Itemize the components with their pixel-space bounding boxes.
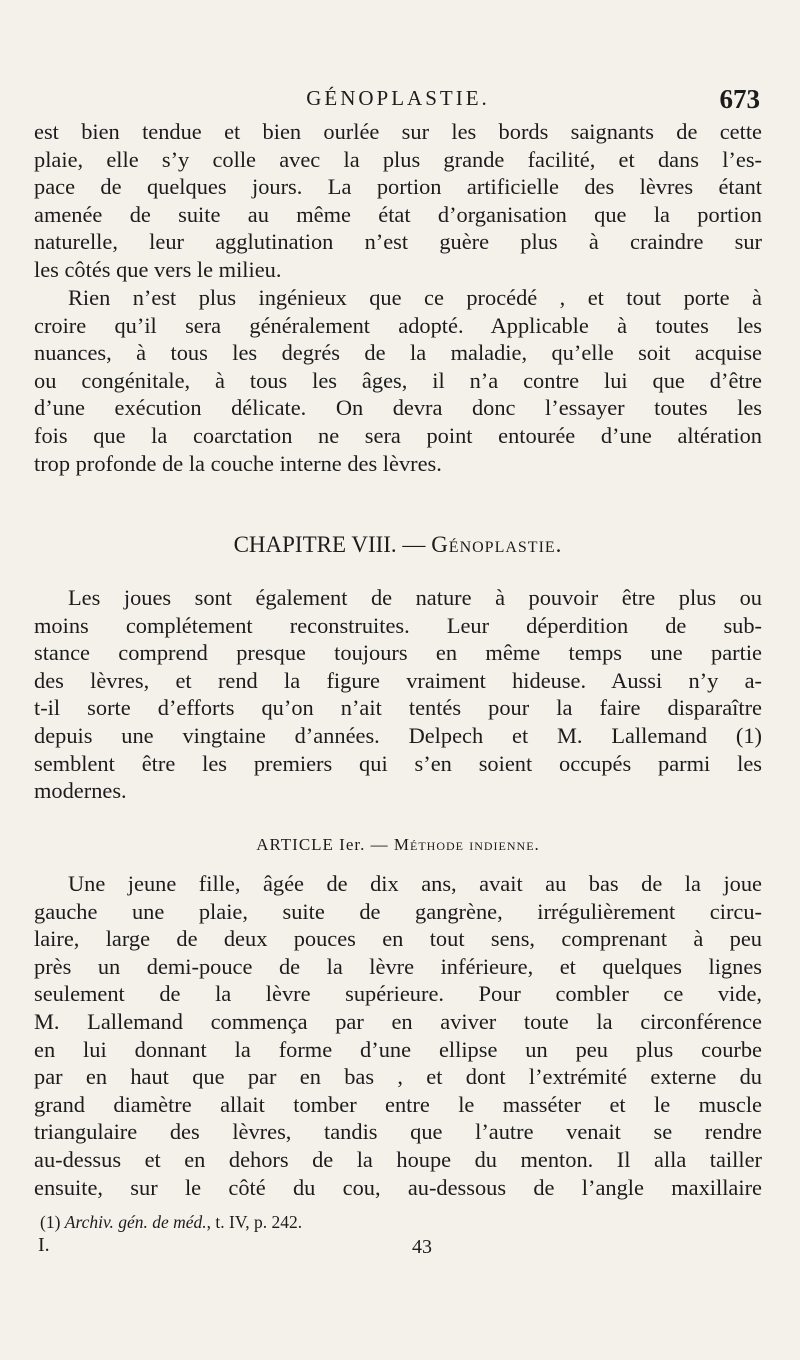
chapter-number: CHAPITRE VIII. — <box>233 532 426 557</box>
footnote-marker: (1) <box>40 1212 61 1232</box>
text-line: depuis une vingtaine d’années. Delpech et M. Lallemand (1) <box>34 722 762 748</box>
text-line: ou congénitale, à tous les âges, il n’a contre lui que d’être <box>34 367 762 393</box>
text-line: amenée de suite au même état d’organisation que la portion <box>34 201 762 227</box>
signature-sheet: 43 <box>412 1236 432 1258</box>
text-line: stance comprend presque toujours en même temps une partie <box>34 640 762 666</box>
text-line: près un demi-pouce de la lèvre inférieure, et quelques lignes <box>34 953 762 979</box>
chapter-heading <box>34 530 762 560</box>
text-line: seulement de la lèvre supérieure. Pour combler ce vide, <box>34 981 762 1007</box>
text-line: nuances, à tous les degrés de la maladie, qu’elle soit acquise <box>34 340 762 366</box>
text-line: M. Lallemand commença par en aviver toute la circonférence <box>34 1008 762 1034</box>
text-line: par en haut que par en bas , et dont l’extrémité externe du <box>34 1064 762 1090</box>
article-number: ARTICLE Ier. — <box>256 835 389 854</box>
text-line: Les joues sont également de nature à pouvoir être plus ou <box>68 585 762 610</box>
text-line: plaie, elle s’y colle avec la plus grande facilité, et dans l’es- <box>34 146 762 172</box>
paragraph-4 <box>34 870 762 1201</box>
text-line: est bien tendue et bien ourlée sur les bords saignants de cette <box>34 119 762 144</box>
text-line: naturelle, leur agglutination n’est guère plus à craindre sur <box>34 229 762 255</box>
text-line: ensuite, sur le côté du cou, au-dessous de l’angle maxillaire <box>34 1174 762 1200</box>
text-line: des lèvres, et rend la figure vraiment hideuse. Aussi n’y a- <box>34 667 762 693</box>
text-line: d’une exécution délicate. On devra donc l’essayer toutes les <box>34 395 762 421</box>
paragraph-2 <box>34 284 762 477</box>
text-line: triangulaire des lèvres, tandis que l’autre venait se rendre <box>34 1119 762 1145</box>
text-line: modernes. <box>34 778 127 804</box>
running-head <box>34 84 762 114</box>
paragraph-3 <box>34 584 762 805</box>
running-title: GÉNOPLASTIE. <box>306 86 490 110</box>
article-title: Méthode indienne. <box>393 835 540 854</box>
chapter-title: Génoplastie. <box>431 532 563 557</box>
text-line: Rien n’est plus ingénieux que ce procédé , et tout porte à <box>68 285 762 310</box>
text-line: les côtés que vers le milieu. <box>34 256 282 282</box>
text-line: trop profonde de la couche interne des lèvres. <box>34 450 442 476</box>
text-line: croire qu’il sera généralement adopté. Applicable à toutes les <box>34 312 762 338</box>
footnote-source: Archiv. gén. de méd. <box>64 1212 207 1232</box>
text-line: gauche une plaie, suite de gangrène, irrégulièrement circu- <box>34 898 762 924</box>
text-line: semblent être les premiers qui s’en soient occupés parmi les <box>34 750 762 776</box>
text-line: au-dessus et en dehors de la houpe du menton. Il alla tailler <box>34 1146 762 1172</box>
article-heading <box>34 832 762 858</box>
footnote-reference: , t. IV, p. 242. <box>206 1212 303 1232</box>
paragraph-1 <box>34 118 762 284</box>
text-line: en lui donnant la forme d’une ellipse un peu plus courbe <box>34 1036 762 1062</box>
text-line: Une jeune fille, âgée de dix ans, avait au bas de la joue <box>68 871 762 896</box>
signature-volume: I. <box>38 1234 50 1256</box>
page-number: 673 <box>719 84 760 114</box>
text-line: moins complétement reconstruites. Leur déperdition de sub- <box>34 612 762 638</box>
text-line: laire, large de deux pouces en tout sens, comprenant à peu <box>34 926 762 952</box>
text-line: grand diamètre allait tomber entre le masséter et le muscle <box>34 1091 762 1117</box>
text-line: pace de quelques jours. La portion artificielle des lèvres étant <box>34 174 762 200</box>
text-line: fois que la coarctation ne sera point entourée d’une altération <box>34 422 762 448</box>
text-line: t-il sorte d’efforts qu’on n’ait tentés pour la faire disparaître <box>34 695 762 721</box>
footnote <box>40 1210 768 1234</box>
book-page <box>34 0 762 1360</box>
